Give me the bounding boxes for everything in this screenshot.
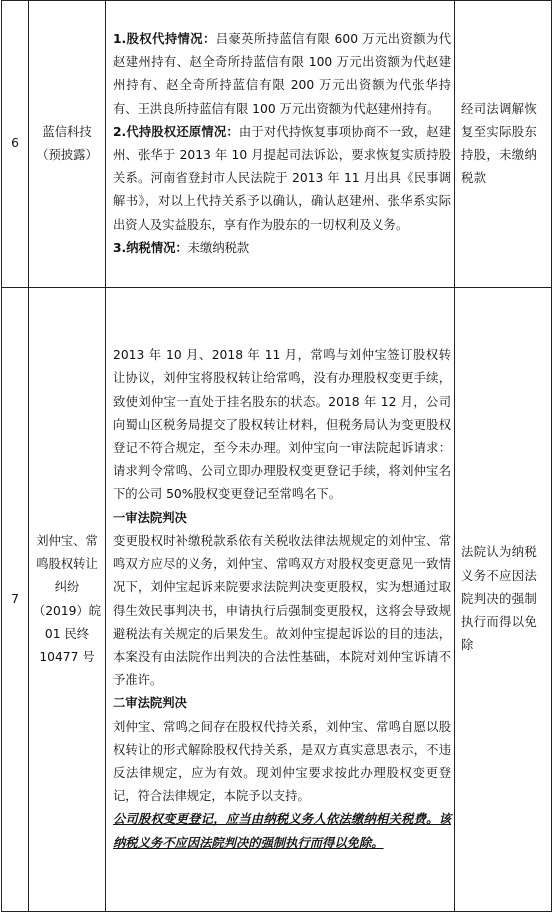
case-table <box>1 0 552 912</box>
case-conclusion: 法院认为纳税义务不应因法院判决的强制执行而得以免除 <box>455 288 552 912</box>
paragraph-label: 1.股权代持情况： <box>113 31 216 46</box>
section-heading: 一审法院判决 <box>113 510 187 525</box>
detail-paragraph <box>113 28 451 121</box>
emphasis-paragraph: 公司股权变更登记，应当由纳税义务人依法缴纳相关税费。该纳税义务不应因法院判决的强制执行而得以免除。 <box>113 812 451 850</box>
row-number: 7 <box>2 288 29 912</box>
paragraph-text: 由于对代持恢复事项协商不一致，赵建州、张华于 2013 年 10 月提起司法诉讼，要求恢复实质持股关系。河南省登封市人民法院于 2013 年 11 月出具《民事调解书》，对以上代持关系予以确认，确认赵建州、张华系实际出资人及实益股东，享有作为股东的一切权利及义务。 <box>113 124 451 232</box>
detail-paragraph: 2013 年 10 月、2018 年 11 月，常鸣与刘仲宝签订股权转让协议，刘仲宝将股权转让给常鸣，没有办理股权变更手续，致使刘仲宝一直处于挂名股东的状态。2018 年 12 月，公司向蜀山区税务局提交了股权转让材料，但税务局认为变更股权登记不符合规定，至今未办理。刘仲宝向一审法院起诉请求：请求判令常鸣、公司立即办理股权变更登记手续，将刘仲宝名下的公司 50%股权变更登记至常鸣名下。 <box>113 348 451 502</box>
table-row <box>2 1 552 288</box>
table-row <box>2 288 552 912</box>
detail-paragraph <box>113 121 451 237</box>
case-detail <box>106 288 455 912</box>
detail-paragraph: 刘仲宝、常鸣之间存在股权代持关系，刘仲宝、常鸣自愿以股权转让的形式解除股权代持关系，是双方真实意思表示，不违反法律规定，应为有效。现刘仲宝要求按此办理股权变更登记，符合法律规定，本院予以支持。 <box>113 719 451 804</box>
row-number: 6 <box>2 1 29 288</box>
case-name: 刘仲宝、常鸣股权转让纠纷（2019）皖 01 民终 10477 号 <box>29 288 106 912</box>
paragraph-text: 未缴纳税款 <box>187 240 250 255</box>
case-name: 蓝信科技（预披露） <box>29 1 106 288</box>
paragraph-label: 3.纳税情况： <box>113 240 188 255</box>
case-conclusion: 经司法调解恢复至实际股东持股，未缴纳税款 <box>455 1 552 288</box>
paragraph-label: 2.代持股权还原情况： <box>113 124 239 139</box>
section-heading: 二审法院判决 <box>113 696 187 711</box>
detail-paragraph <box>113 237 451 260</box>
detail-paragraph: 变更股权时补缴税款系依有关税收法律法规规定的刘仲宝、常鸣双方应尽的义务，刘仲宝、常鸣双方对股权变更意见一致情况下，刘仲宝起诉来院要求法院判决变更股权，实为想通过取得生效民事判决书，申请执行后强制变更股权，这将会导致规避税法有关规定的后果发生。故刘仲宝提起诉讼的目的违法，本案没有由法院作出判决的合法性基础，本院对刘仲宝诉请不予准许。 <box>113 533 451 688</box>
case-detail <box>106 1 455 288</box>
paragraph-text: 吕豪英所持蓝信有限 600 万元出资额为代赵建州持有、赵全奇所持蓝信有限 100 万元出资额为代赵建州持有、赵全奇所持蓝信有限 200 万元出资额为代张华持有、王洪良所持蓝信有限 100 万元出资额为代赵建州持有。 <box>113 31 451 116</box>
